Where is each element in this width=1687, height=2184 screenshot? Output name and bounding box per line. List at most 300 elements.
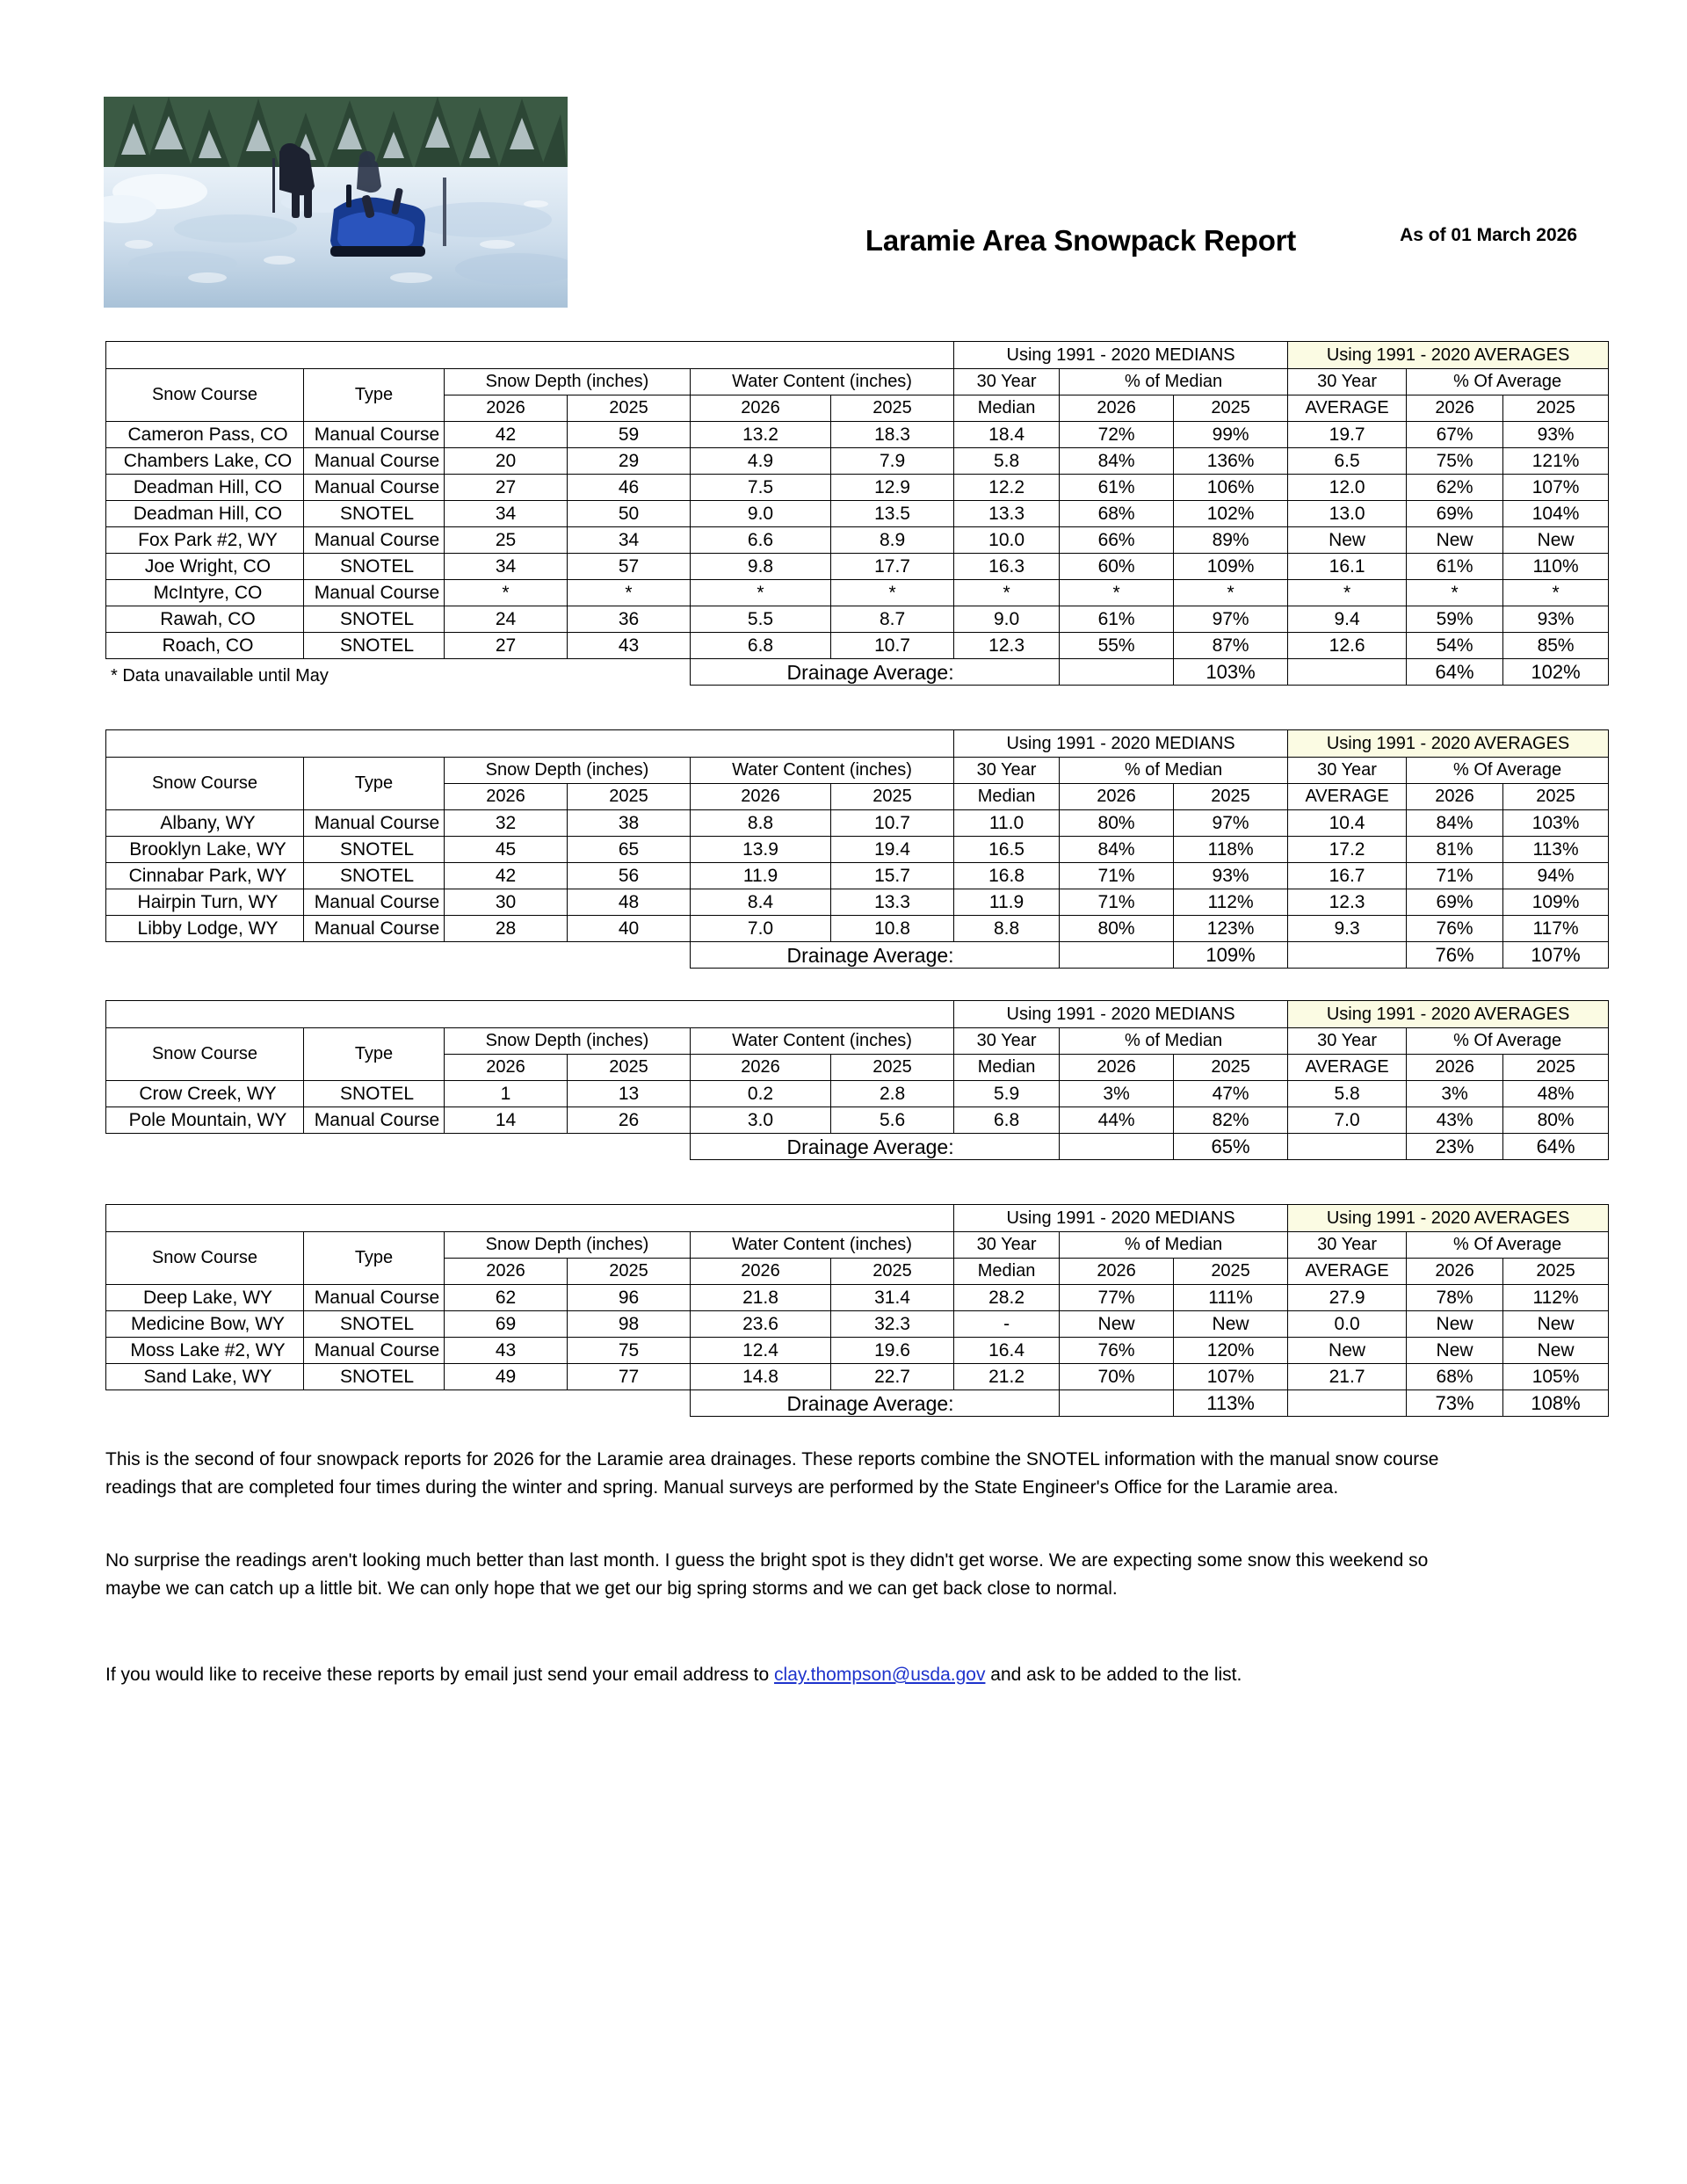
table-row: [106, 475, 1609, 501]
cell-median: 16.5: [954, 837, 1060, 863]
cell-pct-median-2025: 99%: [1174, 422, 1288, 448]
cell-depth-2026: 49: [445, 1364, 568, 1390]
cell-median: 5.9: [954, 1081, 1060, 1107]
drainage-average-row: [106, 659, 1609, 686]
snow-survey-photo: [104, 97, 568, 308]
header-pa-2026: 2026: [1407, 1259, 1503, 1285]
cell-pct-average-2025: New: [1503, 1338, 1609, 1364]
cell-pct-median-2026: *: [1060, 580, 1174, 606]
cell-pct-average-2026: 68%: [1407, 1364, 1503, 1390]
cell-water-2025: 31.4: [831, 1285, 954, 1311]
cell-median: 6.8: [954, 1107, 1060, 1134]
cell-type: Manual Course: [304, 1338, 445, 1364]
cell-pct-median-2025: 111%: [1174, 1285, 1288, 1311]
paragraph-1: This is the second of four snowpack reports for 2026 for the Laramie area drainages. These reports combine the SNOTEL information with the manual snow course readings that are completed four times during the winter and spring. Manual surveys are performed by the State Engineer's Office for the Laramie area.: [105, 1449, 1439, 1498]
cell-average: 12.0: [1288, 475, 1407, 501]
header-type: Type: [304, 1028, 445, 1081]
paragraph-3: [105, 1661, 1476, 1689]
table-header-row-1: [106, 1232, 1609, 1259]
cell-average: 27.9: [1288, 1285, 1407, 1311]
cell-type: Manual Course: [304, 1285, 445, 1311]
paragraph-3-lead: If you would like to receive these reports by email just send your email address to: [105, 1665, 775, 1685]
header-snow-course: Snow Course: [106, 1232, 304, 1285]
cell-depth-2025: 36: [568, 606, 691, 633]
cell-pct-median-2025: 102%: [1174, 501, 1288, 527]
header-type: Type: [304, 758, 445, 810]
header-pct-of-median: % of Median: [1060, 1028, 1288, 1055]
cell-water-2025: 2.8: [831, 1081, 954, 1107]
page-title: [615, 224, 1546, 258]
header-average-label: AVERAGE: [1288, 784, 1407, 810]
cell-depth-2026: 24: [445, 606, 568, 633]
paragraph-2: No surprise the readings aren't looking much better than last month. I guess the bright spot is they didn't get worse. We are expecting some snow this weekend so maybe we can catch up a little bit. We can only hope that we get our big spring storms and we can get back close to normal.: [105, 1550, 1429, 1599]
cell-pct-median-2026: 80%: [1060, 916, 1174, 942]
averages-band-header: Using 1991 - 2020 AVERAGES: [1288, 1205, 1609, 1232]
cell-water-2025: 15.7: [831, 863, 954, 889]
cell-water-2025: 10.7: [831, 633, 954, 659]
header-pa-2025: 2025: [1503, 784, 1609, 810]
drainage-average-label: Drainage Average:: [691, 659, 1060, 686]
cell-median: 8.8: [954, 916, 1060, 942]
cell-average: 5.8: [1288, 1081, 1407, 1107]
cell-pct-median-2025: 89%: [1174, 527, 1288, 554]
drainage-average-spacer: [106, 1134, 691, 1160]
cell-snow-course: Deep Lake, WY: [106, 1285, 304, 1311]
cell-type: SNOTEL: [304, 1364, 445, 1390]
cell-depth-2025: 65: [568, 837, 691, 863]
table-row: [106, 1285, 1609, 1311]
cell-median: -: [954, 1311, 1060, 1338]
drainage-average-pm-2026: 66%: [1060, 659, 1174, 686]
cell-average: 0.0: [1288, 1311, 1407, 1338]
cell-depth-2025: 77: [568, 1364, 691, 1390]
cell-water-2026: 6.6: [691, 527, 831, 554]
contact-email-link[interactable]: clay.thompson@usda.gov: [774, 1665, 986, 1685]
cell-average: 21.7: [1288, 1364, 1407, 1390]
cell-type: Manual Course: [304, 475, 445, 501]
header-pa-2026: 2026: [1407, 784, 1503, 810]
drainage-average-pm-2026: 77%: [1060, 942, 1174, 969]
header-snow-depth: Snow Depth (inches): [445, 758, 691, 784]
header-pct-of-average: % Of Average: [1407, 758, 1609, 784]
cell-depth-2025: 56: [568, 863, 691, 889]
cell-depth-2026: 27: [445, 475, 568, 501]
table-header-row-1: [106, 369, 1609, 395]
header-pct-of-average: % Of Average: [1407, 1028, 1609, 1055]
header-water-content: Water Content (inches): [691, 1232, 954, 1259]
header-wc-2026: 2026: [691, 1259, 831, 1285]
cell-water-2026: 7.5: [691, 475, 831, 501]
cell-pct-median-2026: 60%: [1060, 554, 1174, 580]
drainage-block: [105, 1000, 1575, 1160]
header-pct-of-median: % of Median: [1060, 369, 1288, 395]
cell-pct-median-2026: 55%: [1060, 633, 1174, 659]
cell-pct-median-2026: 44%: [1060, 1107, 1174, 1134]
cell-pct-average-2026: New: [1407, 1311, 1503, 1338]
header-pm-2026: 2026: [1060, 1055, 1174, 1081]
cell-depth-2026: 34: [445, 554, 568, 580]
cell-snow-course: Medicine Bow, WY: [106, 1311, 304, 1338]
cell-type: Manual Course: [304, 580, 445, 606]
header-snow-depth: Snow Depth (inches): [445, 369, 691, 395]
cell-water-2025: 22.7: [831, 1364, 954, 1390]
cell-type: Manual Course: [304, 527, 445, 554]
cell-median: 16.3: [954, 554, 1060, 580]
drainage-table: [105, 729, 1609, 969]
cell-median: 28.2: [954, 1285, 1060, 1311]
header-snow-depth: Snow Depth (inches): [445, 1028, 691, 1055]
drainage-average-pa-2026: 76%: [1407, 942, 1503, 969]
header-wc-2026: 2026: [691, 784, 831, 810]
header-median-label: Median: [954, 1259, 1060, 1285]
cell-snow-course: Pole Mountain, WY: [106, 1107, 304, 1134]
header-snow-course: Snow Course: [106, 369, 304, 422]
header-wc-2025: 2025: [831, 395, 954, 422]
cell-average: 17.2: [1288, 837, 1407, 863]
cell-pct-average-2026: 76%: [1407, 916, 1503, 942]
cell-depth-2025: 34: [568, 527, 691, 554]
cell-water-2026: *: [691, 580, 831, 606]
cell-average: New: [1288, 527, 1407, 554]
drainage-average-label: Drainage Average:: [691, 1134, 1060, 1160]
cell-depth-2026: 27: [445, 633, 568, 659]
cell-water-2025: 5.6: [831, 1107, 954, 1134]
cell-pct-median-2026: 84%: [1060, 837, 1174, 863]
cell-pct-median-2025: 82%: [1174, 1107, 1288, 1134]
cell-depth-2026: 42: [445, 422, 568, 448]
cell-pct-average-2026: 62%: [1407, 475, 1503, 501]
cell-depth-2025: 48: [568, 889, 691, 916]
cell-pct-average-2025: 117%: [1503, 916, 1609, 942]
cell-water-2026: 23.6: [691, 1311, 831, 1338]
table-banner-row: [106, 342, 1609, 369]
header-pm-2025: 2025: [1174, 784, 1288, 810]
header-30-year-average: 30 Year: [1288, 1028, 1407, 1055]
header-pm-2026: 2026: [1060, 784, 1174, 810]
table-row: [106, 501, 1609, 527]
header-30-year-median: 30 Year: [954, 1232, 1060, 1259]
table-row: [106, 889, 1609, 916]
cell-pct-average-2025: 113%: [1503, 837, 1609, 863]
table-row: [106, 1081, 1609, 1107]
drainage-average-blank: [1288, 1390, 1407, 1417]
cell-pct-average-2025: *: [1503, 580, 1609, 606]
cell-pct-median-2026: 61%: [1060, 475, 1174, 501]
drainage-average-pa-2025: 107%: [1503, 942, 1609, 969]
cell-depth-2025: 13: [568, 1081, 691, 1107]
drainage-average-pa-2025: 108%: [1503, 1390, 1609, 1417]
cell-water-2025: 18.3: [831, 422, 954, 448]
cell-average: 13.0: [1288, 501, 1407, 527]
cell-pct-average-2025: 107%: [1503, 475, 1609, 501]
cell-water-2025: 8.7: [831, 606, 954, 633]
cell-snow-course: Libby Lodge, WY: [106, 916, 304, 942]
cell-pct-average-2026: New: [1407, 1338, 1503, 1364]
cell-type: SNOTEL: [304, 1311, 445, 1338]
cell-depth-2025: 43: [568, 633, 691, 659]
cell-depth-2025: 29: [568, 448, 691, 475]
medians-band-header: Using 1991 - 2020 MEDIANS: [954, 1205, 1288, 1232]
cell-type: SNOTEL: [304, 554, 445, 580]
header-pm-2025: 2025: [1174, 1055, 1288, 1081]
cell-pct-median-2025: 97%: [1174, 810, 1288, 837]
cell-pct-average-2025: 121%: [1503, 448, 1609, 475]
cell-water-2025: 8.9: [831, 527, 954, 554]
table-row: [106, 1311, 1609, 1338]
drainage-average-row: [106, 1390, 1609, 1417]
cell-pct-median-2025: 97%: [1174, 606, 1288, 633]
cell-depth-2026: 1: [445, 1081, 568, 1107]
header-average-label: AVERAGE: [1288, 395, 1407, 422]
drainage-table: [105, 341, 1609, 686]
cell-pct-average-2025: 94%: [1503, 863, 1609, 889]
header-pa-2025: 2025: [1503, 1259, 1609, 1285]
averages-band-header: Using 1991 - 2020 AVERAGES: [1288, 342, 1609, 369]
drainage-average-spacer: [106, 942, 691, 969]
cell-average: *: [1288, 580, 1407, 606]
cell-pct-average-2026: 59%: [1407, 606, 1503, 633]
cell-average: 10.4: [1288, 810, 1407, 837]
drainage-title: Medicine Bow River Drainage: [106, 1205, 954, 1232]
cell-depth-2025: 38: [568, 810, 691, 837]
cell-snow-course: Cameron Pass, CO: [106, 422, 304, 448]
drainage-average-pm-2026: 24%: [1060, 1134, 1174, 1160]
cell-median: 11.9: [954, 889, 1060, 916]
cell-type: Manual Course: [304, 916, 445, 942]
table-banner-row: [106, 1001, 1609, 1028]
cell-snow-course: Crow Creek, WY: [106, 1081, 304, 1107]
drainage-average-label: Drainage Average:: [691, 942, 1060, 969]
cell-median: 18.4: [954, 422, 1060, 448]
cell-average: 16.7: [1288, 863, 1407, 889]
drainage-average-blank: [1288, 1134, 1407, 1160]
header-pm-2026: 2026: [1060, 1259, 1174, 1285]
cell-median: 9.0: [954, 606, 1060, 633]
header-average-label: AVERAGE: [1288, 1055, 1407, 1081]
header-depth-2026: 2026: [445, 1055, 568, 1081]
header-depth-2025: 2025: [568, 395, 691, 422]
cell-average: 19.7: [1288, 422, 1407, 448]
drainage-average-pm-2025: 103%: [1174, 659, 1288, 686]
medians-band-header: Using 1991 - 2020 MEDIANS: [954, 730, 1288, 758]
table-row: [106, 554, 1609, 580]
header-pct-of-average: % Of Average: [1407, 369, 1609, 395]
header-wc-2025: 2025: [831, 1259, 954, 1285]
cell-water-2025: *: [831, 580, 954, 606]
drainage-average-blank: [1288, 659, 1407, 686]
table-row: [106, 527, 1609, 554]
cell-pct-median-2025: *: [1174, 580, 1288, 606]
cell-pct-median-2026: 80%: [1060, 810, 1174, 837]
table-row: [106, 837, 1609, 863]
header-snow-course: Snow Course: [106, 1028, 304, 1081]
cell-water-2025: 17.7: [831, 554, 954, 580]
cell-depth-2026: 62: [445, 1285, 568, 1311]
cell-depth-2026: 69: [445, 1311, 568, 1338]
header-pm-2025: 2025: [1174, 395, 1288, 422]
header-water-content: Water Content (inches): [691, 369, 954, 395]
cell-water-2026: 6.8: [691, 633, 831, 659]
header-pm-2026: 2026: [1060, 395, 1174, 422]
cell-snow-course: Fox Park #2, WY: [106, 527, 304, 554]
table-row: [106, 863, 1609, 889]
cell-pct-median-2025: 120%: [1174, 1338, 1288, 1364]
header-pa-2026: 2026: [1407, 1055, 1503, 1081]
cell-snow-course: Rawah, CO: [106, 606, 304, 633]
drainage-block: [105, 1204, 1581, 1417]
cell-water-2026: 4.9: [691, 448, 831, 475]
cell-water-2026: 13.2: [691, 422, 831, 448]
cell-type: SNOTEL: [304, 501, 445, 527]
header-wc-2025: 2025: [831, 784, 954, 810]
table-row: [106, 580, 1609, 606]
cell-pct-median-2026: 77%: [1060, 1285, 1174, 1311]
cell-pct-median-2025: 106%: [1174, 475, 1288, 501]
cell-pct-average-2026: 81%: [1407, 837, 1503, 863]
cell-pct-median-2025: 107%: [1174, 1364, 1288, 1390]
drainage-average-blank: [1288, 942, 1407, 969]
drainage-average-pa-2025: 102%: [1503, 659, 1609, 686]
drainage-title: Big Laramie River Drainage: [106, 342, 954, 369]
cell-pct-average-2026: 61%: [1407, 554, 1503, 580]
cell-pct-average-2026: New: [1407, 527, 1503, 554]
cell-pct-average-2026: *: [1407, 580, 1503, 606]
header-depth-2026: 2026: [445, 395, 568, 422]
cell-pct-median-2025: 87%: [1174, 633, 1288, 659]
cell-average: 12.3: [1288, 889, 1407, 916]
cell-snow-course: Deadman Hill, CO: [106, 475, 304, 501]
medians-band-header: Using 1991 - 2020 MEDIANS: [954, 1001, 1288, 1028]
cell-depth-2025: 40: [568, 916, 691, 942]
table-row: [106, 1338, 1609, 1364]
table-row: [106, 422, 1609, 448]
cell-type: Manual Course: [304, 889, 445, 916]
cell-pct-average-2025: 93%: [1503, 422, 1609, 448]
cell-depth-2025: 26: [568, 1107, 691, 1134]
header-wc-2026: 2026: [691, 1055, 831, 1081]
drainage-average-label: Drainage Average:: [691, 1390, 1060, 1417]
cell-average: 7.0: [1288, 1107, 1407, 1134]
cell-water-2026: 21.8: [691, 1285, 831, 1311]
cell-water-2025: 7.9: [831, 448, 954, 475]
cell-water-2025: 13.3: [831, 889, 954, 916]
cell-pct-median-2025: 123%: [1174, 916, 1288, 942]
cell-median: 16.8: [954, 863, 1060, 889]
header-snow-course: Snow Course: [106, 758, 304, 810]
header-wc-2026: 2026: [691, 395, 831, 422]
cell-pct-average-2026: 3%: [1407, 1081, 1503, 1107]
header-pa-2025: 2025: [1503, 395, 1609, 422]
cell-pct-average-2026: 69%: [1407, 501, 1503, 527]
cell-average: 6.5: [1288, 448, 1407, 475]
cell-snow-course: Hairpin Turn, WY: [106, 889, 304, 916]
header-pct-of-average: % Of Average: [1407, 1232, 1609, 1259]
header-30-year-median: 30 Year: [954, 758, 1060, 784]
header-pa-2026: 2026: [1407, 395, 1503, 422]
drainage-average-row: [106, 1134, 1609, 1160]
cell-water-2026: 8.8: [691, 810, 831, 837]
cell-depth-2026: 20: [445, 448, 568, 475]
drainage-average-pm-2025: 113%: [1174, 1390, 1288, 1417]
cell-pct-average-2026: 43%: [1407, 1107, 1503, 1134]
table-row: [106, 448, 1609, 475]
header-30-year-average: 30 Year: [1288, 758, 1407, 784]
drainage-average-pa-2026: 23%: [1407, 1134, 1503, 1160]
cell-depth-2026: 45: [445, 837, 568, 863]
cell-median: *: [954, 580, 1060, 606]
header-pm-2025: 2025: [1174, 1259, 1288, 1285]
cell-snow-course: McIntyre, CO: [106, 580, 304, 606]
cell-depth-2026: 34: [445, 501, 568, 527]
cell-pct-average-2025: 80%: [1503, 1107, 1609, 1134]
cell-pct-median-2026: 72%: [1060, 422, 1174, 448]
drainage-average-pm-2025: 65%: [1174, 1134, 1288, 1160]
cell-pct-median-2026: 84%: [1060, 448, 1174, 475]
cell-depth-2025: *: [568, 580, 691, 606]
cell-median: 21.2: [954, 1364, 1060, 1390]
cell-type: SNOTEL: [304, 1081, 445, 1107]
cell-water-2026: 3.0: [691, 1107, 831, 1134]
cell-snow-course: Albany, WY: [106, 810, 304, 837]
drainage-block: [105, 341, 1581, 686]
cell-pct-average-2025: 93%: [1503, 606, 1609, 633]
header-30-year-median: 30 Year: [954, 1028, 1060, 1055]
cell-pct-median-2025: New: [1174, 1311, 1288, 1338]
medians-band-header: Using 1991 - 2020 MEDIANS: [954, 342, 1288, 369]
cell-pct-median-2025: 109%: [1174, 554, 1288, 580]
cell-pct-average-2025: New: [1503, 527, 1609, 554]
cell-depth-2026: 14: [445, 1107, 568, 1134]
header-median-label: Median: [954, 784, 1060, 810]
cell-water-2026: 13.9: [691, 837, 831, 863]
cell-snow-course: Brooklyn Lake, WY: [106, 837, 304, 863]
cell-pct-average-2026: 67%: [1407, 422, 1503, 448]
table-row: [106, 1107, 1609, 1134]
cell-water-2026: 5.5: [691, 606, 831, 633]
cell-depth-2025: 46: [568, 475, 691, 501]
cell-water-2026: 9.8: [691, 554, 831, 580]
table-row: [106, 606, 1609, 633]
cell-pct-average-2026: 69%: [1407, 889, 1503, 916]
drainage-table: [105, 1000, 1609, 1160]
cell-snow-course: Roach, CO: [106, 633, 304, 659]
header-water-content: Water Content (inches): [691, 758, 954, 784]
cell-median: 11.0: [954, 810, 1060, 837]
cell-average: 9.4: [1288, 606, 1407, 633]
cell-pct-average-2025: 105%: [1503, 1364, 1609, 1390]
cell-pct-average-2026: 84%: [1407, 810, 1503, 837]
header-30-year-average: 30 Year: [1288, 369, 1407, 395]
table-header-row-1: [106, 758, 1609, 784]
cell-pct-median-2026: 66%: [1060, 527, 1174, 554]
drainage-block: [105, 729, 1581, 969]
averages-band-header: Using 1991 - 2020 AVERAGES: [1288, 730, 1609, 758]
cell-type: SNOTEL: [304, 633, 445, 659]
cell-pct-average-2025: 109%: [1503, 889, 1609, 916]
header-depth-2025: 2025: [568, 784, 691, 810]
table-row: [106, 1364, 1609, 1390]
cell-depth-2025: 50: [568, 501, 691, 527]
cell-depth-2026: 43: [445, 1338, 568, 1364]
cell-type: SNOTEL: [304, 606, 445, 633]
header-type: Type: [304, 1232, 445, 1285]
cell-snow-course: Joe Wright, CO: [106, 554, 304, 580]
report-title-text: Laramie Area Snowpack Report: [865, 224, 1297, 257]
cell-snow-course: Chambers Lake, CO: [106, 448, 304, 475]
drainage-table: [105, 1204, 1609, 1417]
cell-pct-median-2025: 93%: [1174, 863, 1288, 889]
cell-depth-2025: 59: [568, 422, 691, 448]
